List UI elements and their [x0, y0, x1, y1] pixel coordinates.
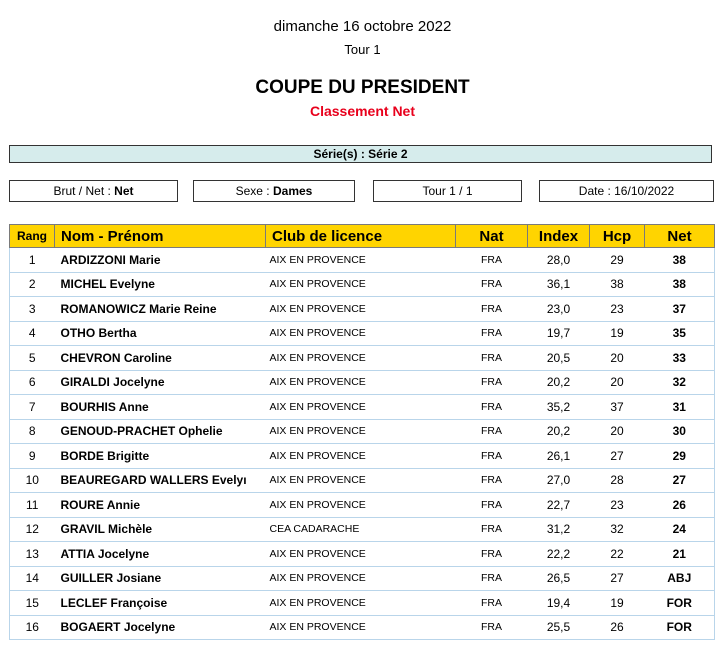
cell-net: 35 — [645, 321, 715, 346]
serie-banner: Série(s) : Série 2 — [9, 145, 712, 163]
cell-net: 32 — [645, 370, 715, 395]
cell-rang: 12 — [10, 517, 55, 542]
cell-index: 26,1 — [528, 444, 590, 469]
cell-net: 37 — [645, 297, 715, 322]
cell-index: 23,0 — [528, 297, 590, 322]
cell-club: AIX EN PROVENCE — [266, 395, 456, 420]
cell-nat: FRA — [456, 468, 528, 493]
brut-net-value: Net — [114, 184, 134, 198]
cell-net: 29 — [645, 444, 715, 469]
cell-nat: FRA — [456, 297, 528, 322]
cell-rang: 3 — [10, 297, 55, 322]
col-header-club: Club de licence — [266, 225, 456, 248]
cell-rang: 10 — [10, 468, 55, 493]
cell-index: 25,5 — [528, 615, 590, 640]
sexe-label: Sexe : — [235, 184, 270, 198]
cell-club: AIX EN PROVENCE — [266, 272, 456, 297]
cell-net: FOR — [645, 591, 715, 616]
cell-club: AIX EN PROVENCE — [266, 297, 456, 322]
cell-nat: FRA — [456, 566, 528, 591]
page-title: COUPE DU PRESIDENT — [255, 77, 470, 98]
cell-nom: ROMANOWICZ Marie Reine — [55, 297, 266, 322]
cell-nat: FRA — [456, 444, 528, 469]
cell-rang: 9 — [10, 444, 55, 469]
cell-nat: FRA — [456, 615, 528, 640]
cell-nat: FRA — [456, 542, 528, 567]
table-row — [10, 321, 715, 346]
col-header-net: Net — [645, 225, 715, 248]
cell-nom: ARDIZZONI Marie — [55, 248, 266, 273]
cell-nom: GIRALDI Jocelyne — [55, 370, 266, 395]
cell-net: 27 — [645, 468, 715, 493]
cell-nom: GUILLER Josiane — [55, 566, 266, 591]
col-header-hcp: Hcp — [590, 225, 645, 248]
cell-rang: 8 — [10, 419, 55, 444]
cell-rang: 5 — [10, 346, 55, 371]
date-box — [539, 180, 714, 202]
cell-net: FOR — [645, 615, 715, 640]
table-row — [10, 444, 715, 469]
table-row — [10, 370, 715, 395]
table-row — [10, 395, 715, 420]
cell-rang: 1 — [10, 248, 55, 273]
cell-nom: CHEVRON Caroline — [55, 346, 266, 371]
cell-net: 21 — [645, 542, 715, 567]
cell-nom: LECLEF Françoise — [55, 591, 266, 616]
cell-nom: BORDE Brigitte — [55, 444, 266, 469]
cell-club: AIX EN PROVENCE — [266, 370, 456, 395]
cell-net: ABJ — [645, 566, 715, 591]
cell-club: AIX EN PROVENCE — [266, 542, 456, 567]
table-row — [10, 346, 715, 371]
cell-index: 26,5 — [528, 566, 590, 591]
cell-net: 26 — [645, 493, 715, 518]
col-header-nat: Nat — [456, 225, 528, 248]
cell-hcp: 32 — [590, 517, 645, 542]
cell-hcp: 23 — [590, 493, 645, 518]
sexe-value: Dames — [273, 184, 313, 198]
cell-nom: OTHO Bertha — [55, 321, 266, 346]
cell-nom: GENOUD-PRACHET Ophelie — [55, 419, 266, 444]
table-row — [10, 517, 715, 542]
cell-rang: 15 — [10, 591, 55, 616]
cell-index: 19,7 — [528, 321, 590, 346]
cell-rang: 2 — [10, 272, 55, 297]
cell-club: AIX EN PROVENCE — [266, 346, 456, 371]
table-row — [10, 419, 715, 444]
cell-club: AIX EN PROVENCE — [266, 248, 456, 273]
col-header-nom: Nom - Prénom — [55, 225, 266, 248]
cell-club: AIX EN PROVENCE — [266, 566, 456, 591]
cell-club: AIX EN PROVENCE — [266, 615, 456, 640]
cell-club: AIX EN PROVENCE — [266, 591, 456, 616]
cell-nom: MICHEL Evelyne — [55, 272, 266, 297]
cell-hcp: 27 — [590, 444, 645, 469]
cell-nat: FRA — [456, 419, 528, 444]
table-row — [10, 248, 715, 273]
cell-rang: 11 — [10, 493, 55, 518]
cell-index: 36,1 — [528, 272, 590, 297]
table-row — [10, 542, 715, 567]
tour-box — [373, 180, 522, 202]
cell-nat: FRA — [456, 493, 528, 518]
cell-index: 19,4 — [528, 591, 590, 616]
cell-hcp: 19 — [590, 591, 645, 616]
cell-nat: FRA — [456, 346, 528, 371]
cell-index: 35,2 — [528, 395, 590, 420]
cell-nat: FRA — [456, 591, 528, 616]
cell-hcp: 23 — [590, 297, 645, 322]
cell-nat: FRA — [456, 272, 528, 297]
cell-hcp: 20 — [590, 370, 645, 395]
cell-club: AIX EN PROVENCE — [266, 493, 456, 518]
results-body — [10, 248, 715, 640]
cell-index: 20,5 — [528, 346, 590, 371]
cell-club: CEA CADARACHE — [266, 517, 456, 542]
cell-net: 38 — [645, 248, 715, 273]
col-header-rang: Rang — [10, 225, 55, 248]
cell-hcp: 20 — [590, 419, 645, 444]
cell-rang: 16 — [10, 615, 55, 640]
cell-rang: 7 — [10, 395, 55, 420]
tour-value: Tour 1 / 1 — [422, 184, 473, 198]
cell-net: 30 — [645, 419, 715, 444]
page-subtitle: Classement Net — [309, 103, 416, 119]
table-row — [10, 615, 715, 640]
cell-rang: 4 — [10, 321, 55, 346]
cell-index: 22,2 — [528, 542, 590, 567]
brut-net-label: Brut / Net : — [53, 184, 111, 198]
cell-nom: BOURHIS Anne — [55, 395, 266, 420]
cell-nat: FRA — [456, 370, 528, 395]
cell-nom: ROURE Annie — [55, 493, 266, 518]
cell-index: 31,2 — [528, 517, 590, 542]
cell-rang: 6 — [10, 370, 55, 395]
cell-club: AIX EN PROVENCE — [266, 419, 456, 444]
cell-club: AIX EN PROVENCE — [266, 444, 456, 469]
cell-net: 33 — [645, 346, 715, 371]
cell-nat: FRA — [456, 517, 528, 542]
cell-hcp: 29 — [590, 248, 645, 273]
table-row — [10, 591, 715, 616]
cell-nom: ATTIA Jocelyne — [55, 542, 266, 567]
cell-index: 27,0 — [528, 468, 590, 493]
cell-nom: BOGAERT Jocelyne — [55, 615, 266, 640]
cell-nat: FRA — [456, 321, 528, 346]
cell-net: 24 — [645, 517, 715, 542]
cell-net: 38 — [645, 272, 715, 297]
cell-club: AIX EN PROVENCE — [266, 468, 456, 493]
cell-nom: BEAUREGARD WALLERS Evelyı — [55, 468, 266, 493]
results-table — [9, 224, 715, 640]
cell-hcp: 38 — [590, 272, 645, 297]
cell-hcp: 20 — [590, 346, 645, 371]
round-label: Tour 1 — [344, 42, 381, 57]
cell-rang: 14 — [10, 566, 55, 591]
cell-net: 31 — [645, 395, 715, 420]
cell-index: 20,2 — [528, 419, 590, 444]
date-value: Date : 16/10/2022 — [578, 184, 675, 198]
cell-nat: FRA — [456, 248, 528, 273]
table-row — [10, 566, 715, 591]
cell-hcp: 26 — [590, 615, 645, 640]
cell-club: AIX EN PROVENCE — [266, 321, 456, 346]
cell-hcp: 28 — [590, 468, 645, 493]
event-date: dimanche 16 octobre 2022 — [273, 18, 452, 35]
cell-index: 28,0 — [528, 248, 590, 273]
table-row — [10, 493, 715, 518]
cell-nom: GRAVIL Michèle — [55, 517, 266, 542]
cell-hcp: 22 — [590, 542, 645, 567]
table-row — [10, 468, 715, 493]
cell-index: 22,7 — [528, 493, 590, 518]
table-row — [10, 297, 715, 322]
cell-rang: 13 — [10, 542, 55, 567]
sexe-box — [193, 180, 355, 202]
col-header-index: Index — [528, 225, 590, 248]
cell-hcp: 27 — [590, 566, 645, 591]
cell-nat: FRA — [456, 395, 528, 420]
table-row — [10, 272, 715, 297]
cell-hcp: 37 — [590, 395, 645, 420]
cell-index: 20,2 — [528, 370, 590, 395]
brut-net-box — [9, 180, 178, 202]
table-header-row — [10, 225, 715, 248]
cell-hcp: 19 — [590, 321, 645, 346]
